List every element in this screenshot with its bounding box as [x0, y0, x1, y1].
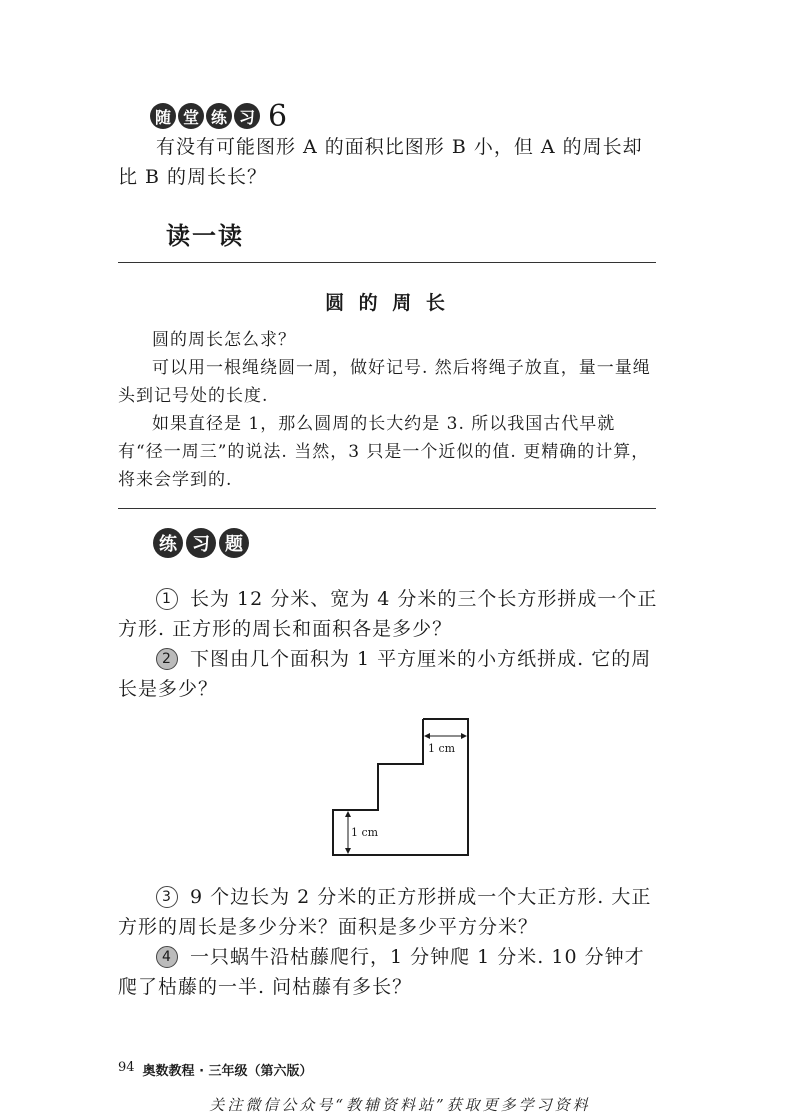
arrowhead — [424, 733, 430, 739]
arrowhead — [345, 848, 351, 854]
exercise-item — [118, 942, 658, 1002]
exercise-number: 2 — [156, 648, 178, 670]
exercise-item — [118, 644, 658, 704]
exercise-item — [118, 882, 658, 942]
exercise-text: 9 个边长为 2 分米的正方形拼成一个大正方形. 大正方形的周长是多少分米？面积是多少平方分米？ — [118, 886, 652, 938]
reading-paragraph: 如果直径是 1，那么圆周的长大约是 3. 所以我国古代早就有“径一周三”的说法. 当然，3 只是一个近似的值. 更精确的计算，将来会学到的. — [118, 414, 650, 490]
exercise-text: 下图由几个面积为 1 平方厘米的小方纸拼成. 它的周长是多少？ — [118, 648, 652, 700]
practice-question: 有没有可能图形 A 的面积比图形 B 小，但 A 的周长却比 B 的周长长？ — [118, 136, 643, 188]
exercise-number: 3 — [156, 886, 178, 908]
watermark-text: 关注微信公众号“教辅资料站”获取更多学习资料 — [209, 1096, 591, 1114]
reading-body — [118, 326, 656, 494]
exercises-badge: 习 — [186, 528, 216, 558]
practice-number: 6 — [268, 98, 288, 134]
arrowhead — [345, 811, 351, 817]
reading-paragraph: 可以用一根绳绕圆一周，做好记号. 然后将绳子放直，量一量绳头到记号处的长度. — [118, 358, 651, 406]
reading-title: 圆 的 周 长 — [325, 292, 449, 314]
arrowhead — [461, 733, 467, 739]
practice-badge: 随 — [150, 103, 176, 129]
exercises-header — [153, 526, 252, 560]
practice-badge: 堂 — [178, 103, 204, 129]
exercises-badge: 题 — [219, 528, 249, 558]
exercises-badge: 练 — [153, 528, 183, 558]
divider-top — [118, 262, 656, 263]
exercise-item — [118, 584, 658, 644]
practice-badge: 习 — [234, 103, 260, 129]
page-number: 94 — [118, 1060, 135, 1075]
exercise-number: 4 — [156, 946, 178, 968]
dimension-label-left: 1 cm — [351, 826, 379, 839]
exercise-text: 长为 12 分米、宽为 4 分米的三个长方形拼成一个正方形. 正方形的周长和面积各是多少？ — [118, 588, 658, 640]
staircase-figure — [320, 712, 480, 862]
exercise-number: 1 — [156, 588, 178, 610]
dimension-label-top: 1 cm — [428, 742, 456, 755]
divider-bottom — [118, 508, 656, 509]
reading-paragraph: 圆的周长怎么求？ — [152, 330, 296, 350]
exercise-text: 一只蜗牛沿枯藤爬行，1 分钟爬 1 分米. 10 分钟才爬了枯藤的一半. 问枯藤有多长？ — [118, 946, 645, 998]
practice-header — [150, 98, 287, 134]
book-title: 奥数教程 · 三年级（第六版） — [142, 1064, 313, 1079]
footer — [118, 1060, 313, 1079]
reading-heading: 读一读 — [166, 222, 244, 250]
practice-badge: 练 — [206, 103, 232, 129]
